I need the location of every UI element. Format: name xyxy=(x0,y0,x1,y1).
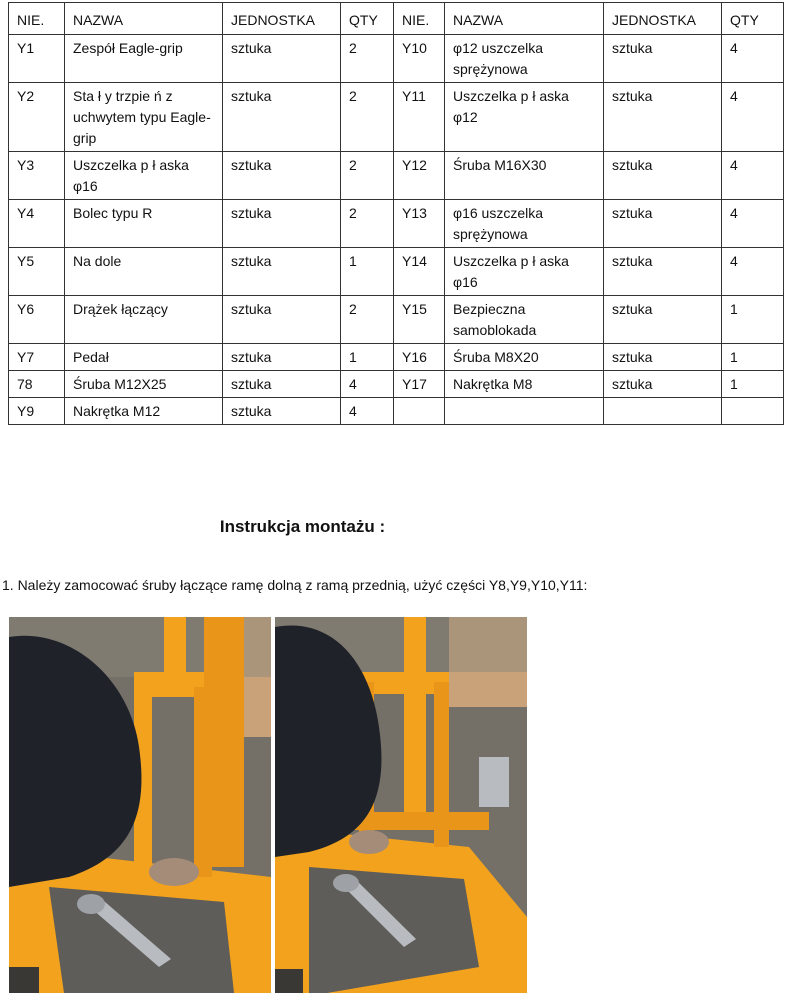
part-name-2 xyxy=(445,398,604,425)
table-row xyxy=(9,296,784,344)
part-name: Na dole xyxy=(65,248,223,296)
part-no-2: Y17 xyxy=(394,371,445,398)
part-qty-2: 4 xyxy=(722,248,784,296)
header-qty: QTY xyxy=(341,3,394,35)
part-unit-2: sztuka xyxy=(604,371,722,398)
part-qty-2 xyxy=(722,398,784,425)
assembly-photo-right xyxy=(275,617,527,993)
part-no-2: Y11 xyxy=(394,83,445,152)
part-name: Nakrętka M12 xyxy=(65,398,223,425)
part-unit-2: sztuka xyxy=(604,200,722,248)
part-no: Y2 xyxy=(9,83,65,152)
part-name-2: Śruba M8X20 xyxy=(445,344,604,371)
table-row xyxy=(9,344,784,371)
part-qty: 1 xyxy=(341,344,394,371)
part-unit-2: sztuka xyxy=(604,248,722,296)
part-qty: 2 xyxy=(341,35,394,83)
step-1-text: 1. Należy zamocować śruby łączące ramę dolną z ramą przednią, użyć części Y8,Y9,Y10,Y11: xyxy=(2,577,588,593)
header-unit: JEDNOSTKA xyxy=(223,3,341,35)
part-no: Y6 xyxy=(9,296,65,344)
part-qty-2: 1 xyxy=(722,296,784,344)
header-no-2: NIE. xyxy=(394,3,445,35)
part-name: Śruba M12X25 xyxy=(65,371,223,398)
part-no: Y4 xyxy=(9,200,65,248)
part-unit-2: sztuka xyxy=(604,35,722,83)
part-no: Y1 xyxy=(9,35,65,83)
table-row xyxy=(9,371,784,398)
assembly-photo-left xyxy=(9,617,271,993)
part-qty-2: 4 xyxy=(722,35,784,83)
table-header-row xyxy=(9,3,784,35)
part-qty: 2 xyxy=(341,296,394,344)
part-no-2: Y12 xyxy=(394,152,445,200)
part-name-2: φ16 uszczelka sprężynowa xyxy=(445,200,604,248)
part-unit: sztuka xyxy=(223,344,341,371)
part-unit-2: sztuka xyxy=(604,344,722,371)
part-no-2: Y16 xyxy=(394,344,445,371)
part-qty: 4 xyxy=(341,398,394,425)
part-qty: 2 xyxy=(341,83,394,152)
part-qty: 2 xyxy=(341,200,394,248)
part-unit: sztuka xyxy=(223,296,341,344)
part-no-2: Y15 xyxy=(394,296,445,344)
part-qty-2: 1 xyxy=(722,371,784,398)
parts-table xyxy=(8,2,784,425)
part-name-2: Uszczelka p ł aska φ12 xyxy=(445,83,604,152)
part-no: 78 xyxy=(9,371,65,398)
part-name-2: Śruba M16X30 xyxy=(445,152,604,200)
part-qty-2: 4 xyxy=(722,200,784,248)
part-qty: 1 xyxy=(341,248,394,296)
part-unit: sztuka xyxy=(223,398,341,425)
part-name: Zespół Eagle-grip xyxy=(65,35,223,83)
header-qty-2: QTY xyxy=(722,3,784,35)
table-row xyxy=(9,200,784,248)
part-qty-2: 1 xyxy=(722,344,784,371)
table-row xyxy=(9,398,784,425)
header-no: NIE. xyxy=(9,3,65,35)
table-row xyxy=(9,83,784,152)
part-unit-2 xyxy=(604,398,722,425)
part-unit: sztuka xyxy=(223,248,341,296)
part-no-2: Y14 xyxy=(394,248,445,296)
table-row xyxy=(9,35,784,83)
part-name: Uszczelka p ł aska φ16 xyxy=(65,152,223,200)
part-name: Drążek łączący xyxy=(65,296,223,344)
table-row xyxy=(9,248,784,296)
part-name-2: Bezpieczna samoblokada xyxy=(445,296,604,344)
part-unit: sztuka xyxy=(223,152,341,200)
part-name-2: Uszczelka p ł aska φ16 xyxy=(445,248,604,296)
part-name: Pedał xyxy=(65,344,223,371)
part-qty-2: 4 xyxy=(722,83,784,152)
part-no: Y9 xyxy=(9,398,65,425)
header-name: NAZWA xyxy=(65,3,223,35)
part-no: Y7 xyxy=(9,344,65,371)
part-qty-2: 4 xyxy=(722,152,784,200)
part-unit: sztuka xyxy=(223,371,341,398)
part-unit-2: sztuka xyxy=(604,296,722,344)
part-unit-2: sztuka xyxy=(604,152,722,200)
assembly-heading: Instrukcja montażu : xyxy=(219,517,386,536)
part-no: Y3 xyxy=(9,152,65,200)
header-unit-2: JEDNOSTKA xyxy=(604,3,722,35)
table-row xyxy=(9,152,784,200)
part-qty: 4 xyxy=(341,371,394,398)
part-name-2: Nakrętka M8 xyxy=(445,371,604,398)
part-no-2: Y13 xyxy=(394,200,445,248)
part-unit: sztuka xyxy=(223,200,341,248)
part-no-2: Y10 xyxy=(394,35,445,83)
assembly-photos xyxy=(9,617,527,993)
part-name-2: φ12 uszczelka sprężynowa xyxy=(445,35,604,83)
part-name: Bolec typu R xyxy=(65,200,223,248)
part-unit-2: sztuka xyxy=(604,83,722,152)
part-no: Y5 xyxy=(9,248,65,296)
part-name: Sta ł y trzpie ń z uchwytem typu Eagle-grip xyxy=(65,83,223,152)
part-no-2 xyxy=(394,398,445,425)
part-qty: 2 xyxy=(341,152,394,200)
header-name-2: NAZWA xyxy=(445,3,604,35)
part-unit: sztuka xyxy=(223,83,341,152)
part-unit: sztuka xyxy=(223,35,341,83)
